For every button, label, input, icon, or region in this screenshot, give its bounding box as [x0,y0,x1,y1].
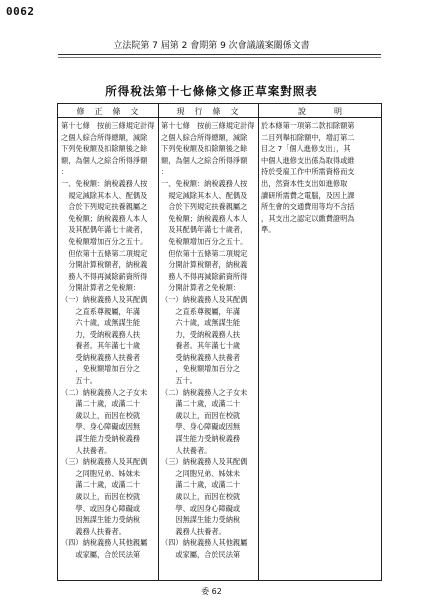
table-text-line: 出，然資本性支出如進修取 [261,178,348,188]
table-text-line: 因無謀生能力受納稅 [61,515,141,525]
table-text-line: 之個人綜合所得總額，減除 [61,132,148,142]
table-text-line: 目之 7「個人進修支出」，其 [261,144,351,154]
table-text-line: 免稅額增加百分之五十。 [61,236,148,246]
table-text-line: 規定減除其本人、配偶及 [161,190,248,200]
table-text-line: 分開計算者之免稅額： [161,283,241,293]
table-text-line: 養者。其年滿七十歲 [61,341,141,351]
table-text-line: 免稅額增加百分之五十。 [161,236,248,246]
table-text-line: （三）納稅義務人及其配偶 [61,457,148,467]
table-text-line: 謀生能力受納稅義務 [61,434,141,444]
table-text-line: 一、免稅額：納稅義務人按 [161,178,248,188]
table-text-line: 之同胞兄弟、姊妹未 [61,468,141,478]
column-header-amended: 修 正 條 文 [76,106,140,116]
table-text-line: 但依第十五條第二項規定 [161,248,248,258]
table-text-line: 滿二十歲，或滿二十 [61,480,141,490]
table-text-line: 一、免稅額：納稅義務人按 [61,178,148,188]
column-header-current: 現 行 條 文 [176,106,240,116]
table-text-line: 歲以上，而因在校就 [61,492,141,501]
table-text-line: 之直系尊親屬，年滿 [61,306,141,316]
table-text-line: 六十歲，或無謀生能 [61,318,141,328]
table-text-line: 合於下列規定扶養親屬之 [161,202,248,212]
table-text-line: 免稅額；納稅義務人本人 [161,213,248,223]
table-text-line: 分開計算稅額者，納稅義 [61,260,148,270]
table-text-line: ： [161,167,169,177]
note-text-column [261,120,379,236]
table-text-line: 之個人綜合所得總額，減除 [161,132,248,142]
table-text-line: ，其支出之認定以繳費證明為 [261,213,355,223]
table-text-line: 合於下列規定扶養親屬之 [61,202,148,212]
table-text-line: 二目列舉扣除額中，增訂第二 [261,132,355,142]
table-text-line: 力，受納稅義務人扶 [161,329,241,339]
table-text-line: （三）納稅義務人及其配偶 [161,457,248,467]
table-text-line: ，免稅額增加百分之 [161,364,241,374]
table-text-line: 義務人扶養者。 [61,526,126,536]
table-text-line: （一）納稅義務人及其配偶 [61,294,148,304]
table-text-line: 規定減除其本人、配偶及 [61,190,148,200]
table-text-line: 人扶養者。 [61,445,112,455]
table-text-line: 第十七條 按前三條規定計得 [61,121,155,130]
table-text-line: 力，受納稅義務人扶 [61,329,141,339]
page-footer: 委 62 [201,587,222,596]
table-text-line: 人扶養者。 [161,445,212,455]
table-text-line: 學、身心障礙或因無 [161,422,241,432]
table-text-line: 及其配偶年滿七十歲者， [161,225,248,235]
table-text-line: 歲以上，而因在校就 [61,410,141,420]
document-header: 立法院第 7 屆第 2 會期第 9 次會議議案關係文書 [113,41,310,51]
table-text-line: 額，為個人之綜合所得淨額 [161,155,248,165]
table-text-line: 五十。 [61,376,97,386]
table-text-line: 於本條第一項第二款扣除額第 [261,121,355,130]
table-text-line: （四）納稅義務人其他親屬 [61,538,148,548]
comparison-table [57,103,382,581]
table-text-line: 所生會的交通費用等均不含括 [261,202,355,212]
table-text-line: 分開計算者之免稅額： [61,283,141,293]
table-text-line: 之直系尊親屬，年滿 [161,306,241,316]
table-text-line: 五十。 [161,376,197,386]
amended-text-column [61,120,155,561]
table-text-line: 學、或因身心障礙或 [161,503,241,513]
table-text-line: 及其配偶年滿七十歲者， [61,225,148,235]
table-text-line: 或家屬，合於民法第 [61,549,141,559]
table-text-line: 但依第十五條第二項規定 [61,248,148,258]
header-row-divider [58,117,381,118]
table-text-line: （二）納稅義務人之子女未 [161,387,248,397]
table-text-line: 歲以上，而因在校就 [161,410,241,420]
column-divider [258,104,259,580]
table-text-line: （四）納稅義務人其他親屬 [161,538,248,548]
table-text-line: ： [61,167,69,177]
table-text-line: 受納稅義務人扶養者 [61,352,141,362]
table-text-line: 第十七條 按前三條規定計得 [161,121,255,130]
table-text-line: 因無謀生能力受納稅 [161,515,241,525]
table-text-line: 義務人扶養者。 [161,526,226,536]
table-text-line: 務人不得再減除薪資所得 [61,271,148,281]
table-text-line: 下列免稅額及扣除額後之餘 [61,144,148,154]
table-text-line: 分開計算稅額者，納稅義 [161,260,248,270]
table-text-line: 六十歲，或無謀生能 [161,318,241,328]
page-number-stamp: 0062 [6,5,35,18]
table-text-line: ，免稅額增加百分之 [61,364,141,374]
table-text-line: 額，為個人之綜合所得淨額 [61,155,148,165]
document-title: 所得稅法第十七條條文修正草案對照表 [105,84,318,98]
table-text-line: 學、或因身心障礙或 [61,503,141,513]
table-text-line: 中個人進修支出係為取得或維 [261,155,355,165]
table-text-line: 之同胞兄弟、姊妹未 [161,468,241,478]
current-text-column [161,120,255,561]
table-text-line: （二）納稅義務人之子女未 [61,387,148,397]
table-text-line: 滿二十歲，或滿二十 [161,399,241,409]
column-divider [158,104,159,580]
table-text-line: 持於受雇工作中所需資格而支 [261,167,355,177]
table-text-line: 下列免稅額及扣除額後之餘 [161,144,248,154]
table-text-line: 務人不得再減除薪資所得 [161,271,248,281]
table-text-line: 免稅額；納稅義務人本人 [61,213,148,223]
table-text-line: （一）納稅義務人及其配偶 [161,294,248,304]
header-rule [58,54,381,55]
table-text-line: 受納稅義務人扶養者 [161,352,241,362]
table-text-line: 謀生能力受納稅義務 [161,434,241,444]
column-header-note: 說 明 [298,106,343,116]
table-text-line: 讀研所需費之電腦，及因上課 [261,190,355,200]
table-text-line: 學、身心障礙或因無 [61,422,141,432]
table-text-line: 歲以上，而因在校就 [161,492,241,501]
header-rule-thin [58,57,381,58]
table-text-line: 滿二十歲，或滿二十 [61,399,141,409]
table-text-line: 滿二十歲，或滿二十 [161,480,241,490]
table-text-line: 準。 [261,225,276,235]
table-text-line: 養者。其年滿七十歲 [161,341,241,351]
table-text-line: 或家屬，合於民法第 [161,549,241,559]
